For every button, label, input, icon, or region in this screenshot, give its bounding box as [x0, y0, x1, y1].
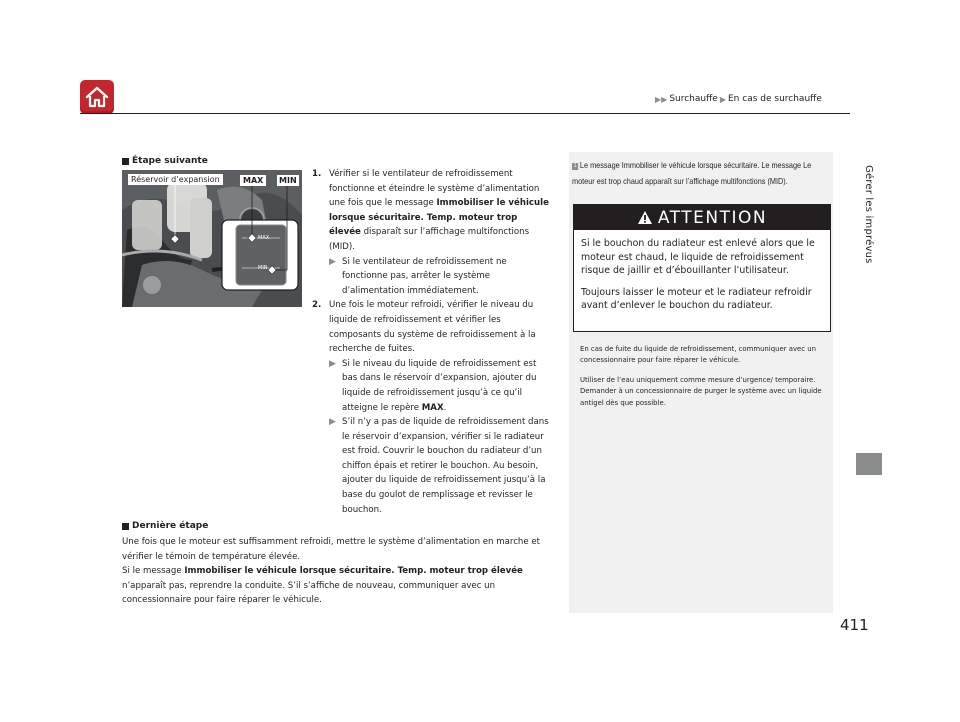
substep-text: Si le ventilateur de refroidissement ne fonctionne pas, arrêter le système d’alimentation immédiatement. [342, 256, 507, 296]
step-number: 1. [312, 169, 322, 179]
note-paragraph: En cas de fuite du liquide de refroidissement, communiquer avec un concessionnaire pour faire réparer le véhicule. [580, 345, 816, 365]
step-2 [312, 298, 552, 356]
engine-bay-photo [122, 170, 302, 307]
paragraph-text: n’apparaît pas, reprendre la conduite. S’il s’affiche de nouveau, communiquer avec un concessionnaire pour faire réparer le véhicule. [122, 580, 496, 606]
substep-arrow-icon: ▶ [329, 417, 336, 428]
home-icon [85, 86, 109, 108]
substep-text: . [443, 402, 447, 413]
attention-paragraph: Si le bouchon du radiateur est enlevé alors que le moteur est chaud, le liquide de refroidissement risque de jaillir et d’ébouillanter l’utilisateur. [581, 238, 815, 277]
step-number: 2. [312, 300, 322, 311]
step-1-substep [312, 255, 552, 299]
header-divider [80, 113, 850, 114]
note-paragraph: Utiliser de l’eau uniquement comme mesure d’urgence/ temporaire. Demander à un concessionnaire de purger le système avec un liquide antigel dès que possible. [580, 375, 822, 407]
substep-text: Si le niveau du liquide de refroidissement est bas dans le réservoir d’expansion, ajouter du liquide de refroidissement jusqu’à ce qu’il atteigne le repère [342, 358, 537, 413]
step-text: Vérifier si le ventilateur de refroidissement fonctionne et éteindre le système d’alimentation une fois que le message [329, 169, 540, 209]
square-bullet-icon [122, 523, 129, 530]
breadcrumb-item-current: En cas de surchauffe [728, 94, 822, 104]
attention-body [574, 230, 830, 313]
page-number: 411 [840, 616, 869, 634]
step-text: Une fois le moteur refroidi, vérifier le niveau du liquide de refroidissement et vérifier les composants du système de refroidissement à la recherche de fuites. [329, 300, 536, 355]
attention-title: ATTENTION [657, 207, 768, 228]
chapter-side-tab[interactable]: Gérer les imprévus [863, 165, 874, 264]
message-text: Immobiliser le véhicule lorsque sécuritaire. Temp. moteur trop élevée [329, 198, 549, 238]
inset-label-max: MAX [258, 235, 270, 241]
inset-label-min: MIN [258, 265, 268, 271]
photo-label-min: MIN [279, 176, 297, 185]
step-text: disparaît sur l’affichage multifonctions (MID). [329, 227, 530, 252]
substep-text: S’il n’y a pas de liquide de refroidissement dans le réservoir d’expansion, vérifier si le radiateur est froid. Couvrir le bouchon du radiateur d’un chiffon épais et retirer le bouchon. Au besoin, ajouter du liquide de refroidissement jusqu’à la base du goulot de remplissage et revisser le bouchon. [342, 417, 549, 515]
paragraph-text: Une fois que le moteur est suffisamment refroidi, mettre le système d’alimentation en marche et vérifier le témoin de température élevée. [122, 537, 541, 562]
message-text: Immobiliser le véhicule lorsque sécuritaire. Temp. moteur trop élevée [184, 566, 523, 577]
photo-label-max: MAX [240, 175, 266, 186]
max-mark-text: MAX [421, 402, 444, 413]
breadcrumb-item-overheating[interactable]: Surchauffe [669, 94, 718, 104]
note-heading-text: Le message Immobiliser le véhicule lorsque sécuritaire. Le message Le moteur est trop chaud apparaît sur l’affichage multifonctions (MID). [572, 160, 812, 186]
paragraph-text: Si le message [122, 566, 185, 577]
section-heading-text: Dernière étape [132, 521, 209, 531]
chapter-tab-marker [856, 453, 882, 475]
last-step-text [122, 535, 562, 608]
section-heading-last-step [122, 521, 208, 531]
attention-header [574, 205, 830, 230]
square-bullet-icon [122, 158, 129, 165]
breadcrumb-arrow-icon: ▶▶ [655, 94, 668, 104]
attention-box [573, 204, 831, 332]
step-1 [312, 167, 552, 255]
substep-arrow-icon: ▶ [329, 358, 336, 369]
warning-icon [637, 210, 653, 225]
breadcrumb [655, 94, 822, 104]
section-heading-next-step [122, 156, 208, 166]
note-body [580, 344, 825, 417]
breadcrumb-arrow-icon: ▶ [719, 94, 726, 104]
note-heading [572, 157, 818, 189]
home-button[interactable] [80, 80, 114, 114]
attention-paragraph: Toujours laisser le moteur et le radiateur refroidir avant d’enlever le bouchon du radiateur. [581, 286, 812, 312]
section-heading-text: Étape suivante [132, 156, 208, 166]
step-2-substep-1 [312, 357, 552, 415]
step-2-substep-2 [312, 415, 552, 517]
photo-label-reservoir: Réservoir d’expansion [128, 174, 223, 185]
next-step-instructions [312, 167, 552, 517]
engine-illustration [122, 170, 302, 307]
note-index-icon: 1 [573, 163, 577, 169]
substep-arrow-icon: ▶ [329, 256, 336, 267]
